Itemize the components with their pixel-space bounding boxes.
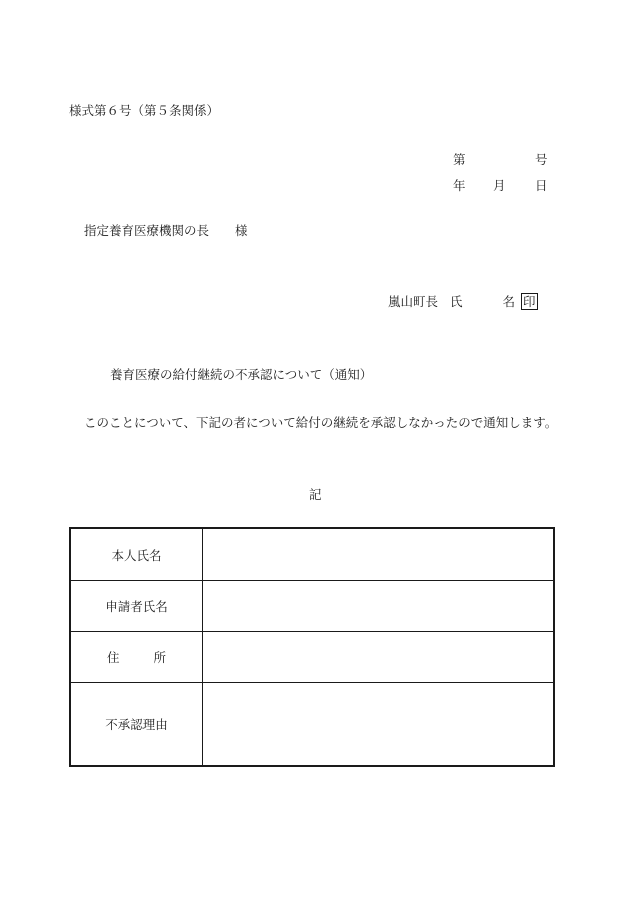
applicant-name-value: [203, 581, 555, 632]
table-row-reason: [70, 683, 554, 767]
sender-title: 嵐山町長: [388, 294, 439, 309]
reason-value: [203, 683, 555, 767]
body-text: このことについて、下記の者について給付の継続を承認しなかったので通知します。: [84, 415, 558, 430]
date-row: [453, 176, 549, 202]
person-name-label: 本人氏名: [70, 528, 203, 581]
recipient: [84, 221, 248, 239]
address-label-2: 所: [153, 650, 167, 665]
month-label: 月: [493, 178, 506, 193]
reference-block: [453, 150, 549, 202]
form-number: 様式第６号（第５条関係）: [69, 103, 220, 118]
subject-title: 養育医療の給付継続の不承認について（通知）: [110, 367, 373, 382]
address-value: [203, 632, 555, 683]
ki-heading: 記: [309, 487, 322, 502]
document-number-row: [453, 150, 549, 176]
recipient-name: 指定養育医療機関の長: [84, 223, 210, 238]
sender-shi: 氏: [450, 294, 463, 309]
address-label: [70, 632, 203, 683]
applicant-name-label: 申請者氏名: [70, 581, 203, 632]
address-label-1: 住: [106, 650, 120, 665]
sender-mei: 名: [502, 294, 516, 309]
year-label: 年: [453, 178, 466, 193]
number-prefix: 第: [453, 152, 466, 167]
recipient-honorific: 様: [235, 223, 248, 238]
record-table: [69, 527, 555, 767]
seal-mark: 印: [523, 294, 536, 309]
table-row-address: [70, 632, 554, 683]
day-label: 日: [535, 178, 548, 193]
sender: [388, 292, 538, 310]
person-name-value: [203, 528, 555, 581]
table-row-person-name: [70, 528, 554, 581]
number-suffix: 号: [535, 152, 548, 167]
table-row-applicant-name: [70, 581, 554, 632]
reason-label: 不承認理由: [70, 683, 203, 767]
